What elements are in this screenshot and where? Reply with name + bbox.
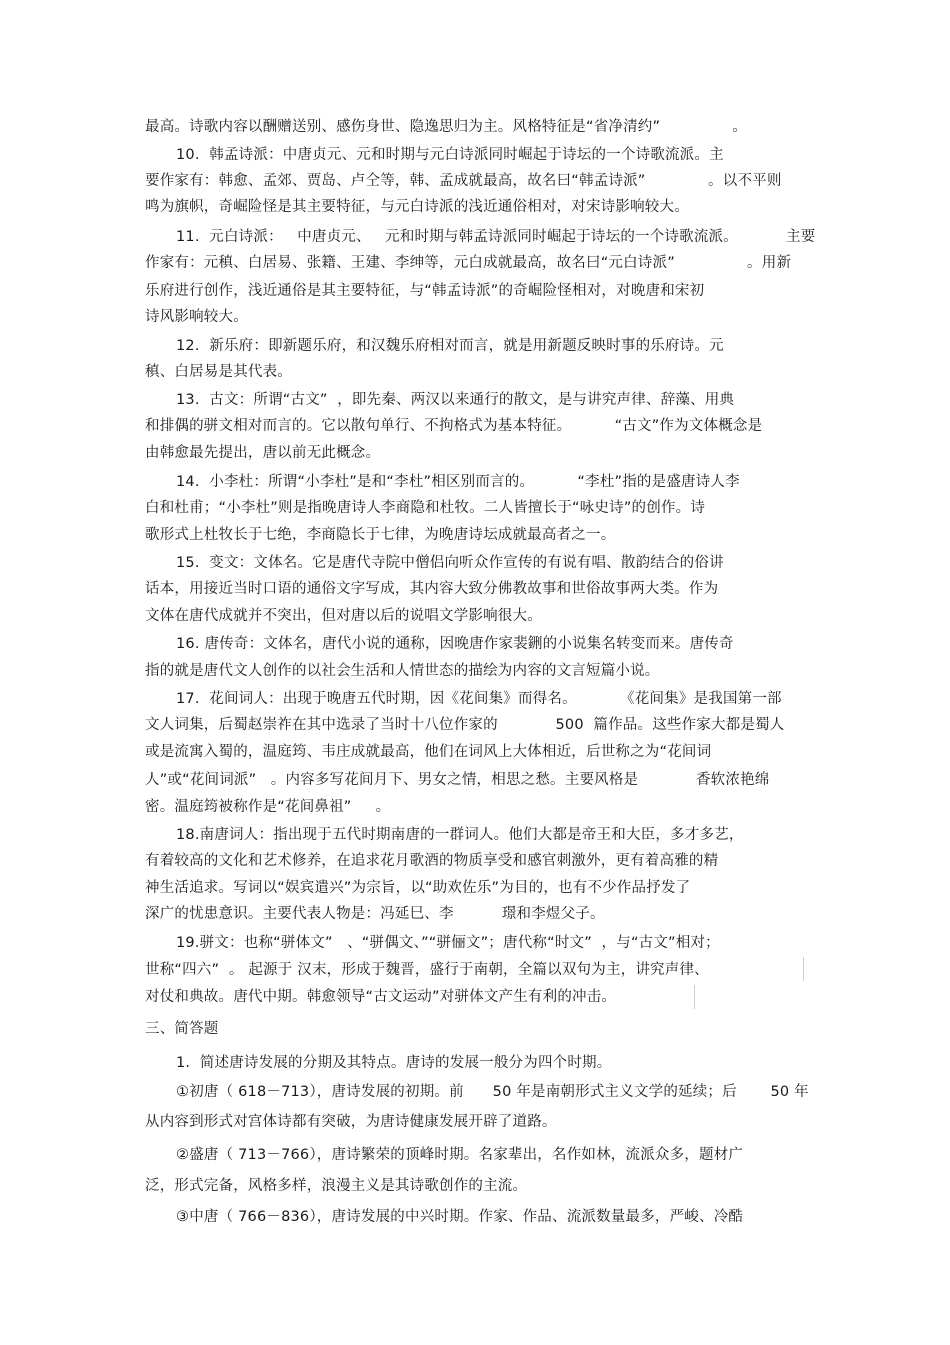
text-line: ③中唐（ 766－836），唐诗发展的中兴时期。作家、作品、流派数量最多，严峻、冷酷 [176,1209,744,1225]
text-line: 深广的忧患意识。主要代表人物是：冯延巳、李 璟和李煜父子。 [145,906,605,922]
text-line: 12. 新乐府：即新题乐府，和汉魏乐府相对而言，就是用新题反映时事的乐府诗。元 [176,338,724,354]
scan-border-line [694,985,695,1009]
text-line: 诗风影响较大。 [145,309,248,325]
text-line: 16. 唐传奇：文体名，唐代小说的通称，因晚唐作家裴鉶的小说集名转变而来。唐传奇 [176,636,734,652]
text-line: 要作家有：韩愈、孟郊、贾岛、卢仝等，韩、孟成就最高，故名曰“韩孟诗派” 。以不平则 [145,173,782,189]
text-line: 或是流寓入蜀的，温庭筠、韦庄成就最高，他们在词风上大体相近，后世称之为“花间词 [145,744,712,760]
text-line: 17. 花间词人：出现于晚唐五代时期，因《花间集》而得名。 《花间集》是我国第一部 [176,691,782,707]
text-line: 1. 简述唐诗发展的分期及其特点。唐诗的发展一般分为四个时期。 [176,1055,612,1071]
text-line: 和排偶的骈文相对而言的。它以散句单行、不拘格式为基本特征。 “古文”作为文体概念是 [145,418,763,434]
text-line: 文人词集，后蜀赵崇祚在其中选录了当时十八位作家的 500 篇作品。这些作家大都是蜀人 [145,717,785,733]
text-line: 世称“四六” 。 起源于 汉末，形成于魏晋，盛行于南朝，全篇以双句为主，讲究声律、 [145,962,709,978]
text-line: 作家有：元稹、白居易、张籍、王建、李绅等，元白成就最高，故名曰“元白诗派” 。用新 [145,255,792,271]
text-line: 由韩愈最先提出，唐以前无此概念。 [145,445,381,461]
text-line: 人”或“花间词派” 。内容多写花间月下、男女之情，相思之愁。主要风格是 香软浓艳绵 [145,772,770,788]
text-line: 13. 古文：所谓“古文” ，即先秦、两汉以来通行的散文，是与讲究声律、辞藻、用典 [176,392,735,408]
text-line: 密。温庭筠被称作是“花间鼻祖” 。 [145,799,391,815]
text-line: 指的就是唐代文人创作的以社会生活和人情世态的描绘为内容的文言短篇小说。 [145,663,660,679]
text-line: 泛，形式完备，风格多样，浪漫主义是其诗歌创作的主流。 [145,1178,528,1194]
scan-border-line [803,957,804,981]
text-line: 神生活追求。写词以“娱宾遣兴”为宗旨，以“助欢佐乐”为目的，也有不少作品抒发了 [145,880,691,896]
text-line: 有着较高的文化和艺术修养，在追求花月歌酒的物质享受和感官刺激外，更有着高雅的精 [145,853,719,869]
text-line: 19.骈文：也称“骈体文” 、“骈偶文、”“骈俪文”；唐代称“时文” ，与“古文”相对； [176,935,720,951]
text-line: 14. 小李杜：所谓“小李杜”是和“李杜”相区别而言的。 “李杜”指的是盛唐诗人李 [176,474,740,490]
text-line: 从内容到形式对宫体诗都有突破，为唐诗健康发展开辟了道路。 [145,1114,557,1130]
text-line: 对仗和典故。唐代中期。韩愈领导“古文运动”对骈体文产生有利的冲击。 [145,989,617,1005]
text-line: ②盛唐（ 713－766），唐诗繁荣的顶峰时期。名家辈出，名作如林，流派众多，题材广 [176,1147,744,1163]
text-line: 11. 元白诗派： 中唐贞元、 元和时期与韩孟诗派同时崛起于诗坛的一个诗歌流派。 主要 [176,229,816,245]
text-line: 稹、白居易是其代表。 [145,364,292,380]
text-line: 文体在唐代成就并不突出，但对唐以后的说唱文学影响很大。 [145,608,542,624]
text-line: 鸣为旗帜，奇崛险怪是其主要特征，与元白诗派的浅近通俗相对，对宋诗影响较大。 [145,199,689,215]
text-line: 话本，用接近当时口语的通俗文字写成，其内容大致分佛教故事和世俗故事两大类。作为 [145,581,719,597]
text-line: 乐府进行创作，浅近通俗是其主要特征，与“韩孟诗派”的奇崛险怪相对，对晚唐和宋初 [145,283,705,299]
text-line: 15. 变文：文体名。它是唐代寺院中僧侣向听众作宣传的有说有唱、散韵结合的俗讲 [176,555,724,571]
text-line: 歌形式上杜牧长于七绝，李商隐长于七律，为晚唐诗坛成就最高者之一。 [145,527,616,543]
text-line: ①初唐（ 618－713），唐诗发展的初期。前 50 年是南朝形式主义文学的延续；后 50 年 [176,1084,809,1100]
text-line: 白和杜甫；“小李杜”则是指晚唐诗人李商隐和杜牧。二人皆擅长于“咏史诗”的创作。诗 [145,500,706,516]
text-line: 10. 韩孟诗派：中唐贞元、元和时期与元白诗派同时崛起于诗坛的一个诗歌流派。主 [176,147,724,163]
text-line: 最高。诗歌内容以酬赠送别、感伤身世、隐逸思归为主。风格特征是“省净清约” 。 [145,119,748,135]
text-line: 18.南唐词人：指出现于五代时期南唐的一群词人。他们大都是帝王和大臣，多才多艺， [176,827,744,843]
section-heading: 三、简答题 [145,1021,219,1037]
